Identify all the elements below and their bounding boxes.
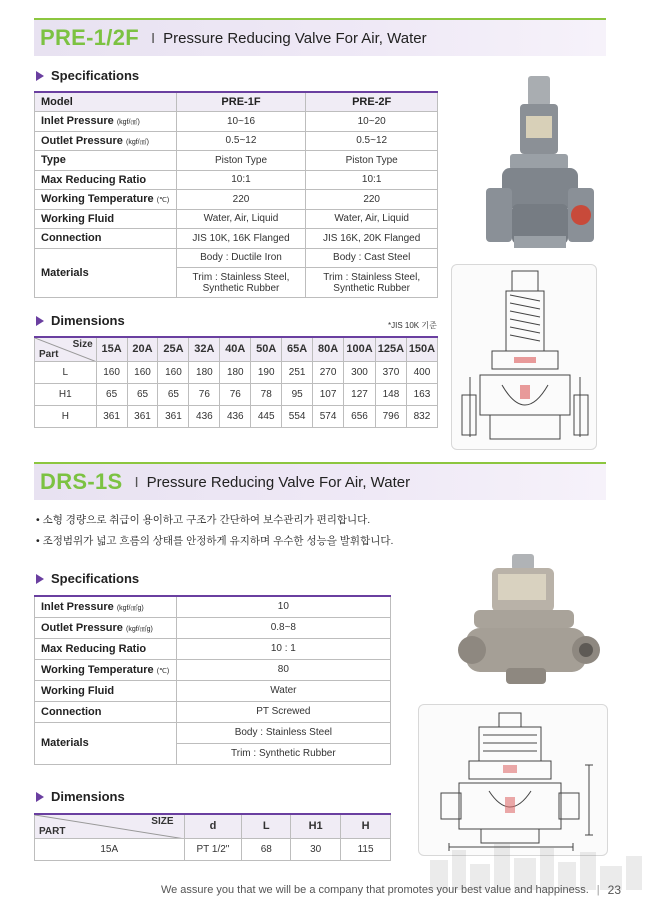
dim-value: 436 <box>189 405 220 427</box>
table-row <box>35 701 391 722</box>
spec-label: Type <box>35 151 177 171</box>
dim-header: H <box>341 814 391 838</box>
dim-value: 180 <box>189 361 220 383</box>
part-label: H <box>35 405 97 427</box>
pre-title-description: Pressure Reducing Valve For Air, Water <box>163 29 427 47</box>
list-item: • 조정범위가 넓고 흐름의 상태를 안정하게 유지하며 우수한 성능을 발휘합니다. <box>36 535 394 547</box>
triangle-bullet-icon <box>36 316 44 326</box>
spec-label: Inlet Pressure (kgf/㎠) <box>35 112 177 132</box>
pre-title-separator: I <box>150 29 156 47</box>
dim-value: PT 1/2" <box>184 838 242 860</box>
table-row <box>35 131 438 151</box>
table-row <box>35 170 438 190</box>
spec-value: 0.8~8 <box>176 617 390 638</box>
dim-value: 300 <box>344 361 376 383</box>
size-part-corner-cell: Size Part <box>35 337 97 361</box>
table-row <box>35 722 391 743</box>
size-part-corner-cell: SIZE PART <box>35 814 185 838</box>
spec-value: Trim : Synthetic Rubber <box>176 743 390 764</box>
drs-specs-heading <box>36 571 139 586</box>
drs-section-drawing <box>418 704 608 856</box>
spec-value: Piston Type <box>176 151 306 171</box>
table-row <box>35 383 438 405</box>
dim-value: 95 <box>282 383 313 405</box>
size-header: 20A <box>127 337 158 361</box>
drs-dims-heading <box>36 789 125 804</box>
pre-valve-photo <box>478 76 602 252</box>
dim-value: 107 <box>313 383 344 405</box>
dim-value: 160 <box>158 361 189 383</box>
page-number: 23 <box>607 883 621 897</box>
dim-value: 190 <box>251 361 282 383</box>
spec-value: Body : Ductile Iron <box>176 248 306 268</box>
size-header: 150A <box>406 337 437 361</box>
footer-slogan: We assure you that we will be a company that promotes your best value and happiness. <box>160 884 589 896</box>
table-row <box>35 596 391 617</box>
dim-value: 656 <box>344 405 376 427</box>
spec-label: Working Temperature (℃) <box>35 190 177 210</box>
dim-value: 65 <box>96 383 127 405</box>
table-row <box>35 405 438 427</box>
dim-value: 796 <box>375 405 406 427</box>
table-row <box>35 337 438 361</box>
dim-value: 180 <box>220 361 251 383</box>
dim-value: 361 <box>96 405 127 427</box>
drs-model-code: DRS-1S <box>40 469 123 494</box>
page-footer <box>161 883 621 897</box>
spec-value: Trim : Stainless Steel, Synthetic Rubber <box>176 268 306 298</box>
table-row <box>35 190 438 210</box>
table-row <box>35 361 438 383</box>
size-header: 40A <box>220 337 251 361</box>
dim-value: 361 <box>127 405 158 427</box>
dim-value: 148 <box>375 383 406 405</box>
spec-value: Body : Cast Steel <box>306 248 438 268</box>
pre-dim-table <box>34 336 438 428</box>
spec-header-cell: PRE-2F <box>306 92 438 112</box>
pre-title-bar <box>34 18 606 56</box>
table-row <box>35 838 391 860</box>
dim-value: 76 <box>189 383 220 405</box>
pre-model-code: PRE-1/2F <box>40 25 139 50</box>
spec-value: JIS 10K, 16K Flanged <box>176 229 306 249</box>
size-header: 32A <box>189 337 220 361</box>
spec-value: 10~20 <box>306 112 438 132</box>
dim-value: 436 <box>220 405 251 427</box>
footer-separator: | <box>596 884 600 896</box>
pre-spec-table <box>34 91 438 298</box>
dim-value: 115 <box>341 838 391 860</box>
drs-title-separator: I <box>134 473 139 491</box>
spec-header-cell: PRE-1F <box>176 92 306 112</box>
size-header: 65A <box>282 337 313 361</box>
spec-value: 220 <box>306 190 438 210</box>
triangle-bullet-icon <box>36 792 44 802</box>
dim-value: 160 <box>127 361 158 383</box>
pre-specs-heading <box>36 68 139 83</box>
dim-value: 554 <box>282 405 313 427</box>
table-row <box>35 92 438 112</box>
drs-specs-heading-label: Specifications <box>51 571 140 586</box>
part-label: L <box>35 361 97 383</box>
dim-value: 30 <box>291 838 341 860</box>
spec-header-cell: Model <box>35 92 177 112</box>
part-label: 15A <box>35 838 185 860</box>
spec-label: Outlet Pressure (kgf/㎠g) <box>35 617 177 638</box>
triangle-bullet-icon <box>36 71 44 81</box>
dim-value: 832 <box>406 405 437 427</box>
spec-value: Body : Stainless Steel <box>176 722 390 743</box>
triangle-bullet-icon <box>36 574 44 584</box>
dim-value: 65 <box>127 383 158 405</box>
drs-dims-heading-label: Dimensions <box>51 789 125 804</box>
table-row <box>35 229 438 249</box>
spec-value: Water, Air, Liquid <box>176 209 306 229</box>
spec-label: Inlet Pressure (kgf/㎠g) <box>35 596 177 617</box>
spec-value: 10:1 <box>176 170 306 190</box>
size-header: 50A <box>251 337 282 361</box>
spec-value: PT Screwed <box>176 701 390 722</box>
table-row <box>35 638 391 659</box>
spec-label: Working Fluid <box>35 209 177 229</box>
dim-value: 251 <box>282 361 313 383</box>
spec-value: 80 <box>176 659 390 680</box>
spec-label: Working Temperature (℃) <box>35 659 177 680</box>
table-row <box>35 659 391 680</box>
spec-label: Materials <box>35 722 177 764</box>
size-header: 25A <box>158 337 189 361</box>
dim-value: 68 <box>242 838 291 860</box>
spec-value: 10:1 <box>306 170 438 190</box>
spec-value: 0.5~12 <box>176 131 306 151</box>
table-row <box>35 680 391 701</box>
drs-title-description: Pressure Reducing Valve For Air, Water <box>146 473 411 491</box>
table-row <box>35 814 391 838</box>
dim-value: 574 <box>313 405 344 427</box>
table-row <box>35 617 391 638</box>
dim-value: 361 <box>158 405 189 427</box>
spec-label: Connection <box>35 229 177 249</box>
dim-value: 270 <box>313 361 344 383</box>
dim-header: L <box>242 814 291 838</box>
table-row <box>35 151 438 171</box>
pre-dims-note: *JIS 10K 기준 <box>388 321 437 330</box>
dim-value: 76 <box>220 383 251 405</box>
spec-value: 10 : 1 <box>176 638 390 659</box>
size-header: 125A <box>375 337 406 361</box>
spec-value: 10~16 <box>176 112 306 132</box>
size-header: 100A <box>344 337 376 361</box>
spec-value: Piston Type <box>306 151 438 171</box>
size-header: 15A <box>96 337 127 361</box>
dim-value: 65 <box>158 383 189 405</box>
dim-value: 445 <box>251 405 282 427</box>
pre-section-drawing <box>451 264 597 450</box>
drs-feature-list <box>36 510 393 552</box>
spec-value: 0.5~12 <box>306 131 438 151</box>
dim-header: d <box>184 814 242 838</box>
spec-label: Outlet Pressure (kgf/㎠) <box>35 131 177 151</box>
dim-value: 78 <box>251 383 282 405</box>
dim-value: 127 <box>344 383 376 405</box>
dim-value: 163 <box>406 383 437 405</box>
dim-value: 400 <box>406 361 437 383</box>
spec-value: Trim : Stainless Steel, Synthetic Rubber <box>306 268 438 298</box>
dim-value: 160 <box>96 361 127 383</box>
pre-specs-heading-label: Specifications <box>51 68 140 83</box>
dim-header: H1 <box>291 814 341 838</box>
spec-value: Water <box>176 680 390 701</box>
drs-dim-table <box>34 813 391 861</box>
spec-value: Water, Air, Liquid <box>306 209 438 229</box>
pre-dims-heading-label: Dimensions <box>51 313 125 328</box>
spec-label: Working Fluid <box>35 680 177 701</box>
table-row <box>35 112 438 132</box>
part-label: H1 <box>35 383 97 405</box>
spec-label: Max Reducing Ratio <box>35 638 177 659</box>
table-row <box>35 209 438 229</box>
spec-label: Materials <box>35 248 177 298</box>
spec-value: 10 <box>176 596 390 617</box>
list-item: • 소형 경량으로 취급이 용이하고 구조가 간단하여 보수관리가 편리합니다. <box>36 514 371 526</box>
spec-label: Max Reducing Ratio <box>35 170 177 190</box>
drs-spec-table <box>34 595 391 765</box>
pre-dims-heading <box>36 313 125 328</box>
drs-title-bar <box>34 462 606 500</box>
table-row <box>35 248 438 268</box>
drs-valve-photo <box>450 550 610 690</box>
spec-value: JIS 16K, 20K Flanged <box>306 229 438 249</box>
size-header: 80A <box>313 337 344 361</box>
dim-value: 370 <box>375 361 406 383</box>
spec-label: Connection <box>35 701 177 722</box>
spec-value: 220 <box>176 190 306 210</box>
